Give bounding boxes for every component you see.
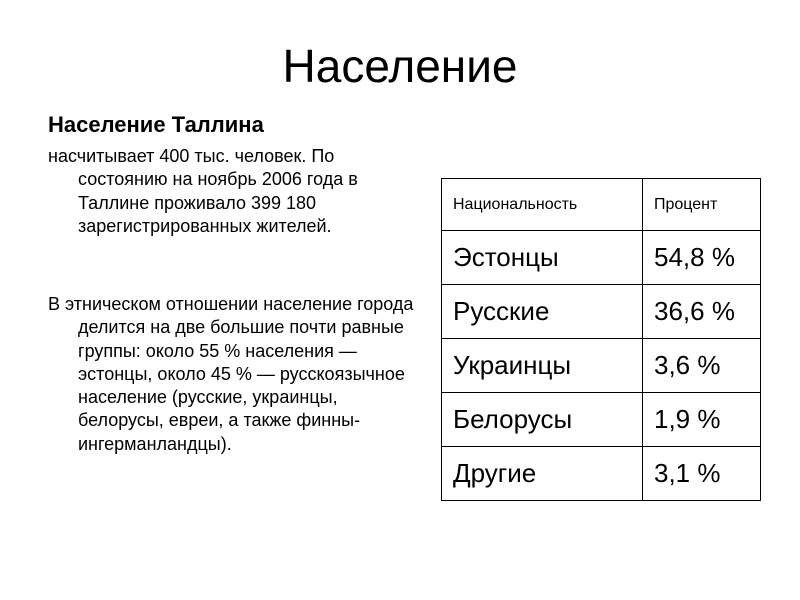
table-header-row: [442, 179, 761, 231]
table-row: [442, 393, 761, 447]
cell-nationality: Украинцы: [442, 339, 643, 393]
cell-nationality: Русские: [442, 285, 643, 339]
section-subtitle: Население Таллина: [48, 112, 264, 137]
paragraph-population: насчитывает 400 тыс. человек. По состоянию на ноябрь 2006 года в Таллине проживало 399 180 зарегистрированных жителей.: [48, 146, 358, 236]
table-row: [442, 339, 761, 393]
table-row: [442, 231, 761, 285]
table-row: [442, 285, 761, 339]
cell-percent: 54,8 %: [643, 231, 761, 285]
cell-nationality: Белорусы: [442, 393, 643, 447]
cell-percent: 3,1 %: [643, 447, 761, 501]
cell-percent: 3,6 %: [643, 339, 761, 393]
slide-title: Население: [282, 40, 518, 92]
cell-nationality: Другие: [442, 447, 643, 501]
nationality-table: [441, 178, 761, 501]
header-percent: Процент: [643, 179, 761, 231]
table-row: [442, 447, 761, 501]
cell-nationality: Эстонцы: [442, 231, 643, 285]
cell-percent: 1,9 %: [643, 393, 761, 447]
cell-percent: 36,6 %: [643, 285, 761, 339]
paragraph-ethnic: В этническом отношении население города делится на две большие почти равные группы: около 55 % населения — эстонцы, около 45 % — русскоязычное население (русские, украинцы, белорусы, евреи, а также финны-ингерманландцы).: [48, 294, 414, 454]
header-nationality: Национальность: [442, 179, 643, 231]
